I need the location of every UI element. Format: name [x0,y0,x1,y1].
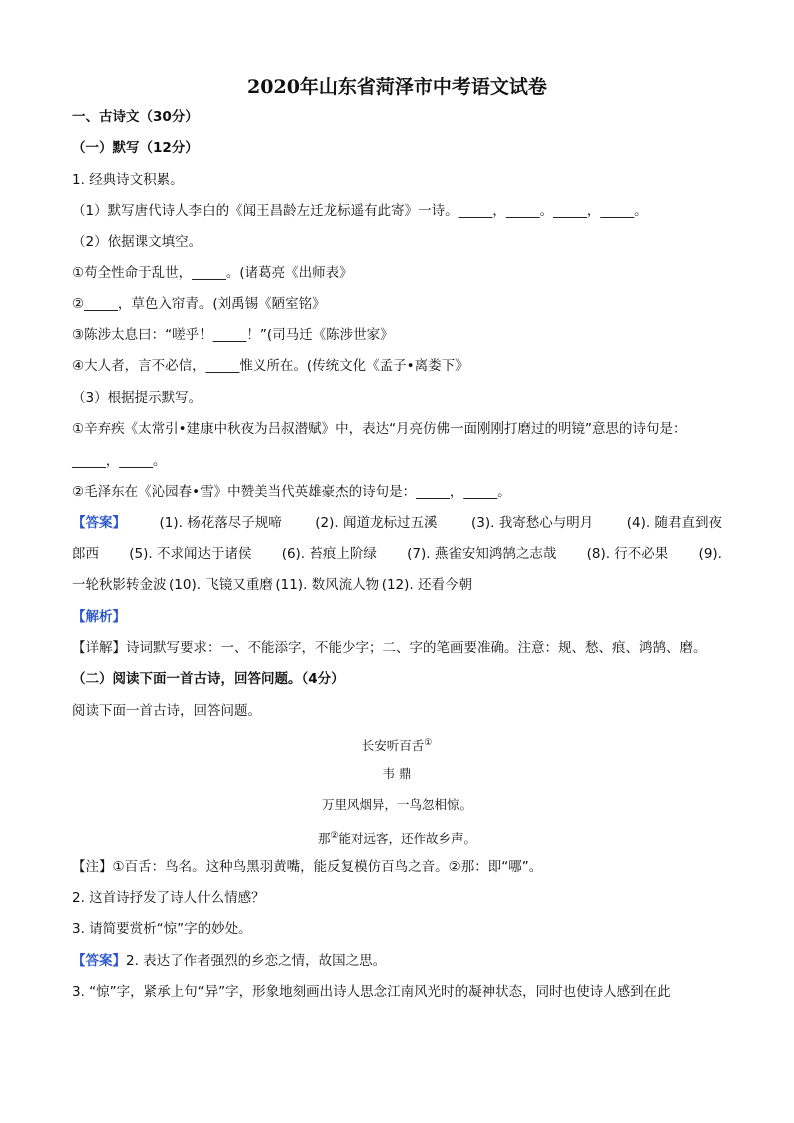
poem-title [0,734,794,755]
answer-3: 3. “惊”字，紧承上句“异”字，形象地刻画出诗人思念江南风光时的凝神状态，同时也使诗人感到在此 [72,984,671,1000]
answer-label: 【答案】 [72,515,126,531]
detail-text: 【详解】诗词默写要求：一、不能添字，不能少字；二、字的笔画要准确。注意：规、愁、痕、鸿鹄、磨。 [72,640,707,656]
answer-item: (1). 杨花落尽子规啼 [159,515,282,531]
answer-item: (12). 还看今朝 [381,577,472,593]
answer-item: (11). 数风流人物 [275,577,380,593]
answer-row-3 [72,576,472,594]
answer-item: (4). 随君直到夜 [626,515,722,531]
question-1: 1. 经典诗文积累。 [72,172,184,188]
poem-line-2-post: 能对远客，还作故乡声。 [338,831,477,847]
answer-2 [72,952,386,970]
question-1-3b: ②毛泽东在《沁园春•雪》中赞美当代英雄豪杰的诗句是：_____，_____。 [72,484,511,500]
answer-item: (5). 不求闻达于诸侯 [129,546,252,562]
answer-item: (2). 闻道龙标过五溪 [315,515,438,531]
question-1-3: （3）根据提示默写。 [72,390,203,406]
poem-author: 韦 鼎 [382,766,412,781]
answer-item: (6). 苔痕上阶绿 [281,546,377,562]
question-3: 3. 请简要赏析“惊”字的妙处。 [72,921,252,937]
part-intro: 阅读下面一首古诗，回答问题。 [72,703,261,719]
poem-line-1: 万里风烟异，一鸟忽相惊。 [321,797,472,812]
answer-item: 一轮秋影转金波 [72,577,167,593]
question-1-1: （1）默写唐代诗人李白的《闻王昌龄左迁龙标遥有此寄》一诗。_____，_____。_____，_____。 [72,203,648,219]
question-1-3a-line2: _____，_____。 [72,453,167,469]
page-title: 2020年山东省菏泽市中考语文试卷 [247,76,547,98]
answer-item: 郎西 [72,546,99,562]
poem-line-2 [0,827,794,848]
poem-line-2-pre: 那 [317,831,331,847]
question-1-2b: ②_____，草色入帘青。(刘禹锡《陋室铭》 [72,296,326,312]
answer-item: (3). 我寄愁心与明月 [471,515,594,531]
note-text: 【注】①百舌：鸟名。这种鸟黑羽黄嘴，能反复模仿百鸟之音。②那：即“哪”。 [72,859,543,875]
question-2: 2. 这首诗抒发了诗人什么情感？ [72,890,265,906]
answer-row-2 [72,545,722,563]
footnote-mark: ② [330,831,339,841]
answer-label: 【答案】 [72,953,126,969]
question-1-2c: ③陈涉太息曰：“嗟乎！_____！”(司马迁《陈涉世家》 [72,327,394,343]
footnote-mark: ① [424,738,433,748]
answer-2-text: 2. 表达了作者强烈的乡恋之情，故国之思。 [126,953,387,969]
poem-title-text: 长安听百舌 [361,738,425,754]
question-1-3a-line1: ①辛弃疾《太常引•建康中秋夜为吕叔潜赋》中，表达“月亮仿佛一面刚刚打磨过的明镜”意思的诗句是： [72,421,687,437]
section-heading: 一、古诗文（30分） [72,109,199,125]
answer-item: (10). 飞镜又重磨 [169,577,273,593]
question-1-2a: ①苟全性命于乱世，_____。(诸葛亮《出师表》 [72,265,353,281]
part-heading: （一）默写（12分） [72,140,199,156]
analysis-label: 【解析】 [72,609,126,625]
question-1-2: （2）依据课文填空。 [72,234,203,250]
part-heading: （二）阅读下面一首古诗，回答问题。（4分） [72,671,345,687]
question-1-2d: ④大人者，言不必信，_____惟义所在。(传统文化《孟子•离娄下》 [72,358,469,374]
answer-item: (9). [698,546,722,562]
answer-item: (8). 行不必果 [586,546,669,562]
answer-row-1 [72,514,722,532]
answer-item: (7). 燕雀安知鸿鹄之志哉 [407,546,557,562]
